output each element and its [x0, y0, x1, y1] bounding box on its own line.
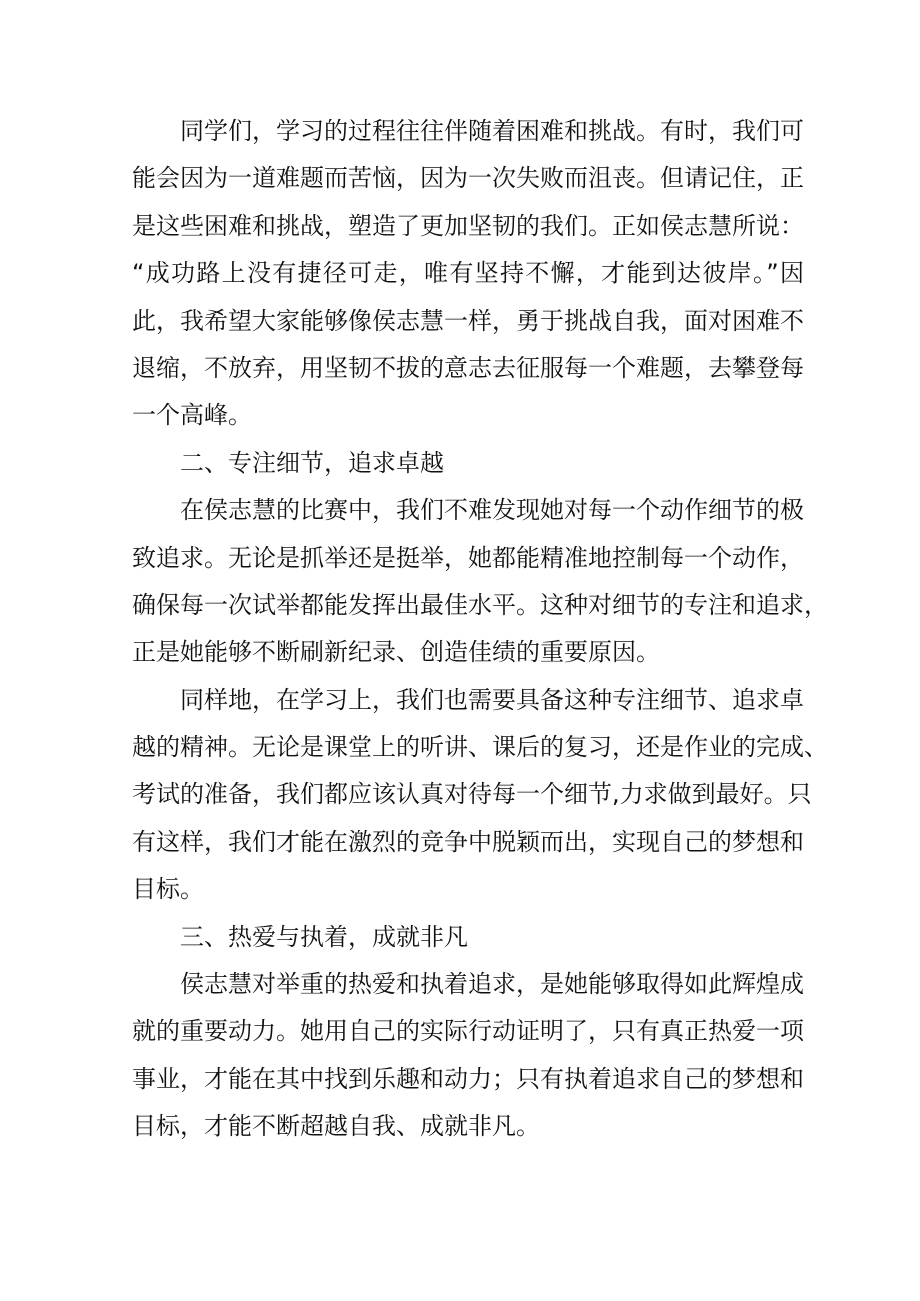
paragraph-line: 考试的准备，我们都应该认真对待每一个细节,力求做到最好。只 [132, 780, 812, 809]
document-body [132, 108, 828, 1151]
paragraph-line: 同样地，在学习上，我们也需要具备这种专注细节、追求卓 [180, 685, 804, 714]
paragraph-line: 有这样，我们才能在激烈的竞争中脱颖而出，实现自己的梦想和 [132, 827, 804, 856]
paragraph-line: 致追求。无论是抓举还是挺举，她都能精准地控制每一个动作， [132, 543, 804, 572]
paragraph-line: 一个高峰。 [132, 401, 252, 430]
paragraph-line: 能会因为一道难题而苦恼，因为一次失败而沮丧。但请记住，正 [132, 164, 804, 193]
paragraph-line: 在侯志慧的比赛中，我们不难发现她对每一个动作细节的极 [180, 496, 804, 525]
paragraph-line: 是这些困难和挑战，塑造了更加坚韧的我们。正如侯志慧所说： [132, 211, 804, 240]
paragraph-line: 事业，才能在其中找到乐趣和动力；只有执着追求自己的梦想和 [132, 1064, 804, 1093]
paragraph-line: 此，我希望大家能够像侯志慧一样，勇于挑战自我，面对困难不 [132, 306, 804, 335]
paragraph-line: 目标。 [132, 875, 204, 904]
paragraph-line: 正是她能够不断刷新纪录、创造佳绩的重要原因。 [132, 638, 660, 667]
paragraph-line: 越的精神。无论是课堂上的听讲、课后的复习，还是作业的完成、 [132, 733, 828, 762]
paragraph-line: 确保每一次试举都能发挥出最佳水平。这种对细节的专注和追求， [132, 590, 828, 619]
paragraph-line: 目标，才能不断超越自我、成就非凡。 [132, 1112, 540, 1141]
section-heading: 三、热爱与执着，成就非凡 [180, 922, 468, 951]
paragraph-line: 侯志慧对举重的热爱和执着追求，是她能够取得如此辉煌成 [180, 970, 804, 999]
paragraph-line: 就的重要动力。她用自己的实际行动证明了，只有真正热爱一项 [132, 1017, 804, 1046]
paragraph-line: 同学们，学习的过程往往伴随着困难和挑战。有时，我们可 [180, 117, 804, 145]
paragraph-line: “成功路上没有捷径可走，唯有坚持不懈，才能到达彼岸。”因 [132, 259, 804, 288]
section-heading: 二、专注细节，追求卓越 [180, 448, 444, 477]
paragraph-line: 退缩，不放弃，用坚韧不拔的意志去征服每一个难题，去攀登每 [132, 353, 804, 382]
